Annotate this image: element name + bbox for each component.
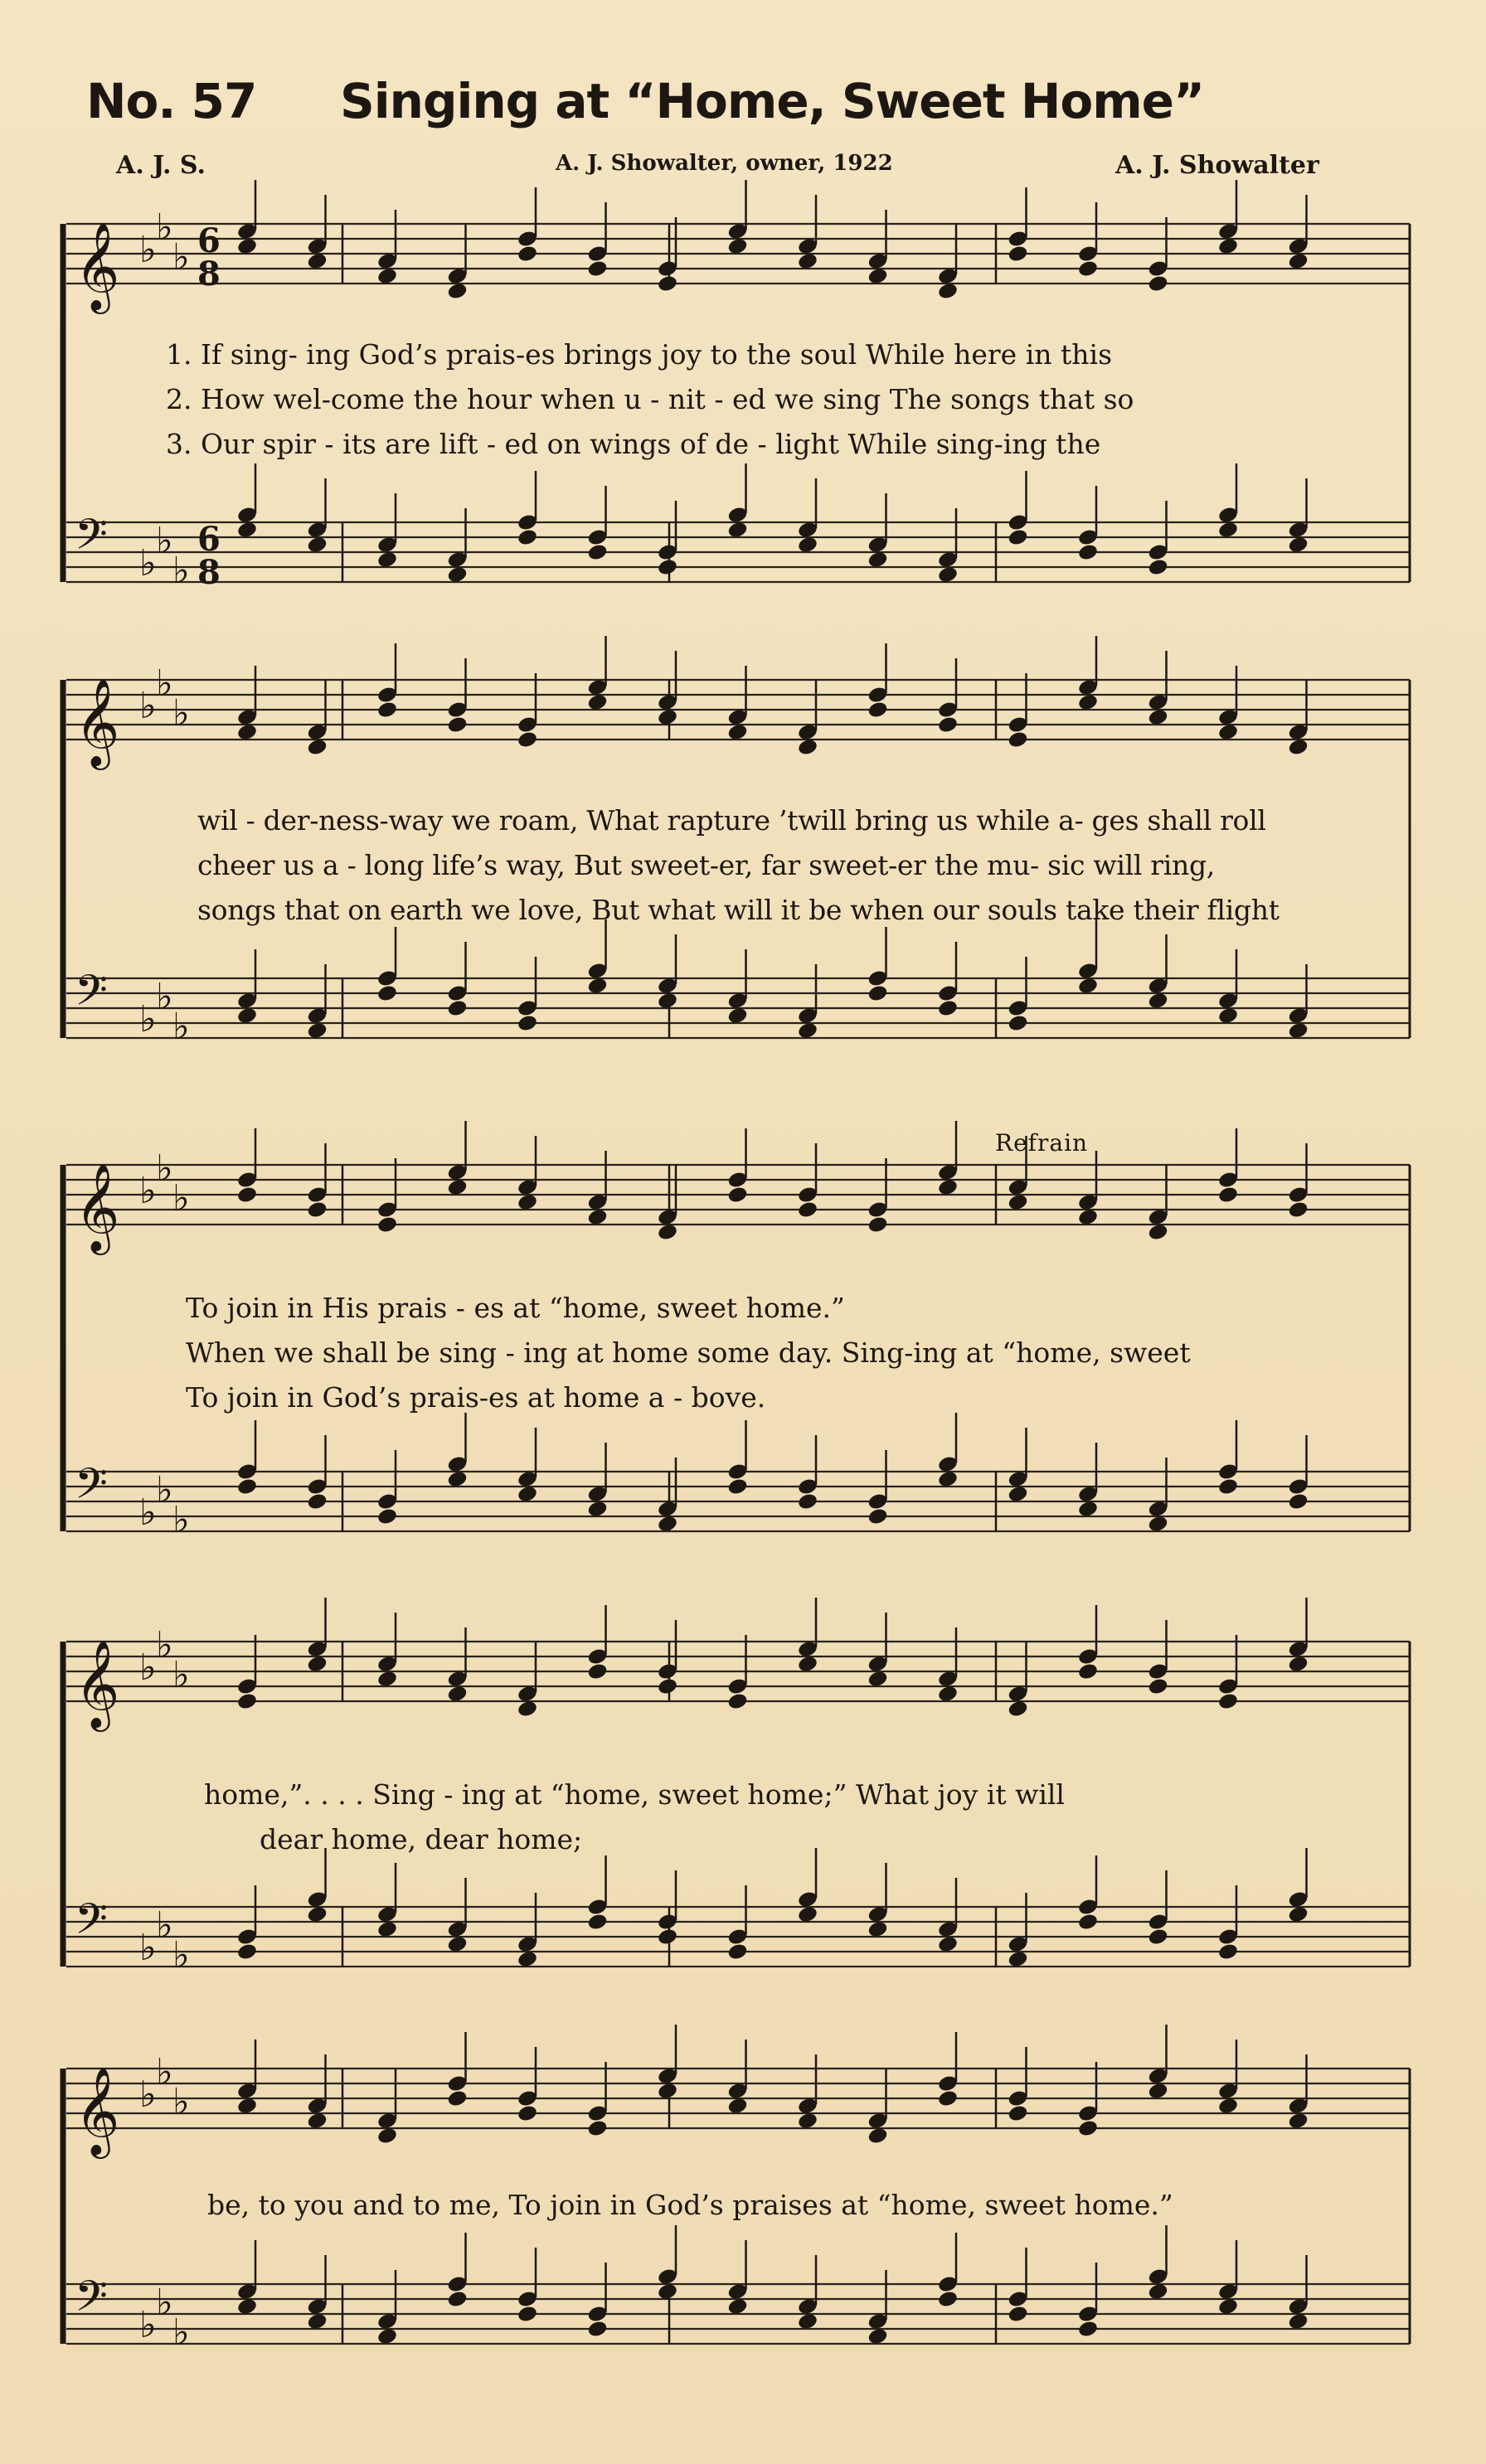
- lyric-line-2-verse-3: songs that on earth we love, But what will it be when our souls take their flight: [197, 894, 1280, 926]
- note-head: [657, 274, 678, 293]
- music-credit: A. J. Showalter: [1115, 151, 1319, 180]
- note-head: [937, 1935, 959, 1954]
- note-head: [586, 259, 608, 279]
- note-head: [1007, 1700, 1028, 1719]
- treble-staff: [66, 206, 1410, 314]
- note-head: [726, 1186, 748, 1205]
- refrain-label: Refrain: [995, 1129, 1089, 1157]
- flat-icon: ♭: [172, 2081, 190, 2123]
- hymn-heading: [83, 73, 1410, 148]
- flat-icon: ♭: [156, 206, 173, 249]
- note-head: [797, 738, 818, 757]
- note-head: [797, 1655, 818, 1674]
- note-head: [797, 1021, 818, 1040]
- note-head: [1287, 1655, 1309, 1674]
- note-head: [1007, 245, 1028, 264]
- note-head: [726, 521, 748, 540]
- note-head: [446, 282, 468, 301]
- note-head: [1077, 2320, 1099, 2339]
- note-head: [306, 1492, 328, 1511]
- flat-icon: ♭: [156, 976, 173, 1018]
- note-head: [867, 1920, 888, 1939]
- lyric-line-2-verse-2: cheer us a - long life’s way, But sweet-er, far sweet-er the mu- sic will ring,: [197, 849, 1215, 881]
- note-head: [236, 1186, 258, 1205]
- note-head: [797, 2112, 818, 2131]
- note-head: [446, 565, 468, 584]
- music-system-3: [56, 1119, 1418, 1584]
- note-head: [306, 2112, 328, 2131]
- time-signature: 6: [197, 221, 221, 260]
- flat-icon: ♭: [156, 2282, 173, 2324]
- note-head: [446, 999, 468, 1018]
- treble-clef-icon: 𝄞: [75, 1639, 120, 1728]
- treble-clef-icon: 𝄞: [75, 2066, 120, 2155]
- note-head: [1217, 1477, 1239, 1496]
- note-head: [376, 2327, 398, 2346]
- note-head: [867, 2127, 888, 2146]
- note-head: [1287, 2312, 1309, 2331]
- note-head: [1007, 730, 1028, 749]
- note-head: [586, 1913, 608, 1932]
- flat-icon: ♭: [139, 229, 157, 271]
- note-head: [937, 2290, 959, 2309]
- note-head: [446, 1470, 468, 1489]
- note-head: [1007, 1485, 1028, 1504]
- note-head: [1007, 2104, 1028, 2123]
- note-head: [446, 715, 468, 735]
- note-head: [1217, 237, 1239, 256]
- note-head: [517, 528, 538, 547]
- lyric-line-4-part-2: dear home, dear home;: [260, 1823, 583, 1855]
- note-head: [376, 551, 398, 570]
- lyric-line-2-verse-1: wil - der-ness-way we roam, What rapture ’twill bring us while a- ges shall roll: [197, 804, 1266, 837]
- time-signature: 6: [197, 520, 221, 559]
- note-head: [376, 1215, 398, 1234]
- lyric-line-5: be, to you and to me, To join in God’s praises at “home, sweet home.”: [207, 2189, 1173, 2221]
- note-head: [446, 2089, 468, 2108]
- note-head: [1007, 528, 1028, 547]
- bass-clef-icon: 𝄢: [75, 965, 108, 1026]
- note-head: [1287, 1492, 1309, 1511]
- note-head: [236, 521, 258, 540]
- flat-icon: ♭: [156, 662, 173, 705]
- system-2-notation: [56, 662, 1418, 1099]
- note-head: [1147, 1928, 1168, 1947]
- note-head: [937, 2089, 959, 2108]
- lyric-line-3-verse-2: When we shall be sing - ing at home some day. Sing-ing at “home, sweet: [186, 1336, 1191, 1369]
- note-head: [517, 245, 538, 264]
- note-head: [1287, 1021, 1309, 1040]
- time-signature: 8: [197, 553, 221, 592]
- bass-clef-icon: 𝄢: [75, 2271, 108, 2331]
- music-system-2: [56, 662, 1418, 1099]
- note-head: [937, 565, 959, 584]
- note-head: [726, 1943, 748, 1962]
- note-head: [726, 2297, 748, 2316]
- flat-icon: ♭: [139, 2074, 157, 2116]
- note-head: [376, 2127, 398, 2146]
- note-head: [1007, 2305, 1028, 2324]
- note-head: [376, 1920, 398, 1939]
- note-head: [1147, 1223, 1168, 1242]
- flat-icon: ♭: [139, 1927, 157, 1969]
- bass-clef-icon: 𝄢: [75, 509, 108, 570]
- note-head: [797, 1492, 818, 1511]
- note-head: [1077, 259, 1099, 279]
- note-head: [937, 1470, 959, 1489]
- flat-icon: ♭: [156, 520, 173, 562]
- note-head: [517, 730, 538, 749]
- flat-icon: ♭: [156, 1904, 173, 1947]
- note-head: [586, 977, 608, 996]
- note-head: [586, 693, 608, 712]
- note-head: [1287, 1905, 1309, 1924]
- note-head: [586, 543, 608, 562]
- note-head: [446, 1935, 468, 1954]
- flat-icon: ♭: [172, 1177, 190, 1220]
- note-head: [797, 536, 818, 555]
- note-head: [797, 252, 818, 271]
- note-head: [867, 2327, 888, 2346]
- treble-clef-icon: 𝄞: [75, 1162, 120, 1251]
- note-head: [306, 1021, 328, 1040]
- flat-icon: ♭: [139, 542, 157, 584]
- note-head: [1217, 1692, 1239, 1711]
- note-head: [376, 1670, 398, 1689]
- lyric-line-1-verse-1: 1. If sing- ing God’s prais-es brings joy to the soul While here in this: [166, 338, 1112, 371]
- treble-staff: [66, 1624, 1410, 1732]
- note-head: [586, 2119, 608, 2138]
- note-head: [1147, 274, 1168, 293]
- bass-clef-icon: 𝄢: [75, 1894, 108, 1954]
- music-system-4: [56, 1604, 1418, 2010]
- flat-icon: ♭: [139, 2304, 157, 2346]
- note-head: [1077, 1913, 1099, 1932]
- treble-clef-icon: 𝄞: [75, 221, 120, 310]
- note-head: [1217, 723, 1239, 742]
- note-head: [306, 738, 328, 757]
- note-head: [1217, 521, 1239, 540]
- note-head: [586, 1500, 608, 1519]
- note-head: [797, 1200, 818, 1220]
- note-head: [797, 1905, 818, 1924]
- note-head: [1077, 543, 1099, 562]
- note-head: [1077, 1500, 1099, 1519]
- note-head: [376, 701, 398, 720]
- note-head: [236, 1006, 258, 1026]
- note-head: [1217, 2097, 1239, 2116]
- note-head: [376, 984, 398, 1003]
- lyric-line-4-part-1: home,”. . . . Sing - ing at “home, sweet home;” What joy it will: [204, 1778, 1065, 1811]
- note-head: [726, 723, 748, 742]
- note-head: [867, 1507, 888, 1526]
- note-head: [1147, 2282, 1168, 2302]
- note-head: [797, 2312, 818, 2331]
- flat-icon: ♭: [172, 1006, 190, 1048]
- lyric-line-1-verse-3: 3. Our spir - its are lift - ed on wings of de - light While sing-ing the: [166, 428, 1101, 460]
- note-head: [586, 2320, 608, 2339]
- flat-icon: ♭: [139, 1647, 157, 1689]
- bass-clef-icon: 𝄢: [75, 1458, 108, 1519]
- note-head: [446, 2290, 468, 2309]
- flat-icon: ♭: [172, 236, 190, 279]
- flat-icon: ♭: [156, 1624, 173, 1666]
- note-head: [236, 723, 258, 742]
- note-head: [937, 1685, 959, 1704]
- flat-icon: ♭: [172, 692, 190, 735]
- note-head: [657, 1677, 678, 1696]
- music-system-5: [56, 2031, 1418, 2379]
- note-head: [1147, 558, 1168, 577]
- note-head: [867, 984, 888, 1003]
- note-head: [1077, 1208, 1099, 1227]
- note-head: [306, 252, 328, 271]
- flat-icon: ♭: [172, 1499, 190, 1541]
- note-head: [867, 267, 888, 286]
- flat-icon: ♭: [139, 1170, 157, 1212]
- note-head: [1077, 2119, 1099, 2138]
- system-1-notation: [56, 199, 1418, 647]
- flat-icon: ♭: [139, 685, 157, 727]
- note-head: [1147, 2082, 1168, 2101]
- note-head: [657, 1223, 678, 1242]
- note-head: [726, 237, 748, 256]
- flat-icon: ♭: [156, 2051, 173, 2093]
- flat-icon: ♭: [172, 2311, 190, 2354]
- flat-icon: ♭: [139, 998, 157, 1040]
- note-head: [1147, 1515, 1168, 1534]
- words-credit: A. J. S.: [116, 151, 206, 180]
- note-head: [517, 2305, 538, 2324]
- note-head: [1287, 1200, 1309, 1220]
- note-head: [867, 1670, 888, 1689]
- note-head: [657, 992, 678, 1011]
- note-head: [236, 2297, 258, 2316]
- note-head: [657, 1515, 678, 1534]
- note-head: [937, 1178, 959, 1197]
- note-head: [726, 1477, 748, 1496]
- note-head: [726, 1692, 748, 1711]
- note-head: [376, 267, 398, 286]
- note-head: [236, 2097, 258, 2116]
- note-head: [657, 2082, 678, 2101]
- note-head: [446, 1685, 468, 1704]
- note-head: [1077, 977, 1099, 996]
- lyric-line-3-verse-1: To join in His prais - es at “home, sweet home.”: [186, 1292, 845, 1324]
- flat-icon: ♭: [139, 1491, 157, 1534]
- note-head: [1287, 738, 1309, 757]
- lyric-line-1-verse-2: 2. How wel-come the hour when u - nit - ed we sing The songs that so: [166, 383, 1134, 415]
- note-head: [236, 1943, 258, 1962]
- note-head: [517, 2104, 538, 2123]
- note-head: [1147, 708, 1168, 727]
- note-head: [726, 2097, 748, 2116]
- note-head: [586, 1662, 608, 1681]
- music-system-1: [56, 199, 1418, 647]
- note-head: [517, 1950, 538, 1969]
- note-head: [1287, 536, 1309, 555]
- note-head: [306, 2312, 328, 2331]
- note-head: [1147, 1677, 1168, 1696]
- note-head: [1217, 1186, 1239, 1205]
- note-head: [1007, 1014, 1028, 1033]
- note-head: [306, 1655, 328, 1674]
- note-head: [1077, 1662, 1099, 1681]
- note-head: [867, 701, 888, 720]
- note-head: [236, 1477, 258, 1496]
- note-head: [726, 1006, 748, 1026]
- note-head: [1287, 252, 1309, 271]
- flat-icon: ♭: [156, 1147, 173, 1190]
- hymn-number: No. 57: [86, 73, 257, 129]
- note-head: [1007, 1193, 1028, 1212]
- note-head: [1287, 2112, 1309, 2131]
- note-head: [586, 1208, 608, 1227]
- treble-clef-icon: 𝄞: [75, 677, 120, 766]
- note-head: [517, 1014, 538, 1033]
- time-signature: 8: [197, 255, 221, 293]
- note-head: [517, 1700, 538, 1719]
- note-head: [517, 1485, 538, 1504]
- copyright-notice: A. J. Showalter, owner, 1922: [556, 151, 893, 176]
- note-head: [236, 237, 258, 256]
- flat-icon: ♭: [172, 1654, 190, 1696]
- lyric-line-3-verse-3: To join in God’s prais-es at home a - bove.: [186, 1381, 766, 1414]
- note-head: [657, 1928, 678, 1947]
- hymn-title: Singing at “Home, Sweet Home”: [340, 73, 1205, 129]
- note-head: [1147, 992, 1168, 1011]
- flat-icon: ♭: [156, 1469, 173, 1511]
- note-head: [236, 1692, 258, 1711]
- flat-icon: ♭: [172, 1934, 190, 1977]
- flat-icon: ♭: [172, 550, 190, 592]
- note-head: [657, 2282, 678, 2302]
- note-head: [937, 715, 959, 735]
- credits-line: [0, 151, 1486, 184]
- note-head: [657, 708, 678, 727]
- note-head: [517, 1193, 538, 1212]
- note-head: [446, 1178, 468, 1197]
- note-head: [1007, 1950, 1028, 1969]
- note-head: [867, 551, 888, 570]
- note-head: [1217, 1943, 1239, 1962]
- note-head: [1217, 1006, 1239, 1026]
- note-head: [937, 999, 959, 1018]
- note-head: [1217, 2297, 1239, 2316]
- note-head: [306, 1200, 328, 1220]
- note-head: [306, 536, 328, 555]
- note-head: [657, 558, 678, 577]
- note-head: [306, 1905, 328, 1924]
- note-head: [937, 282, 959, 301]
- note-head: [1077, 693, 1099, 712]
- note-head: [376, 1507, 398, 1526]
- note-head: [867, 1215, 888, 1234]
